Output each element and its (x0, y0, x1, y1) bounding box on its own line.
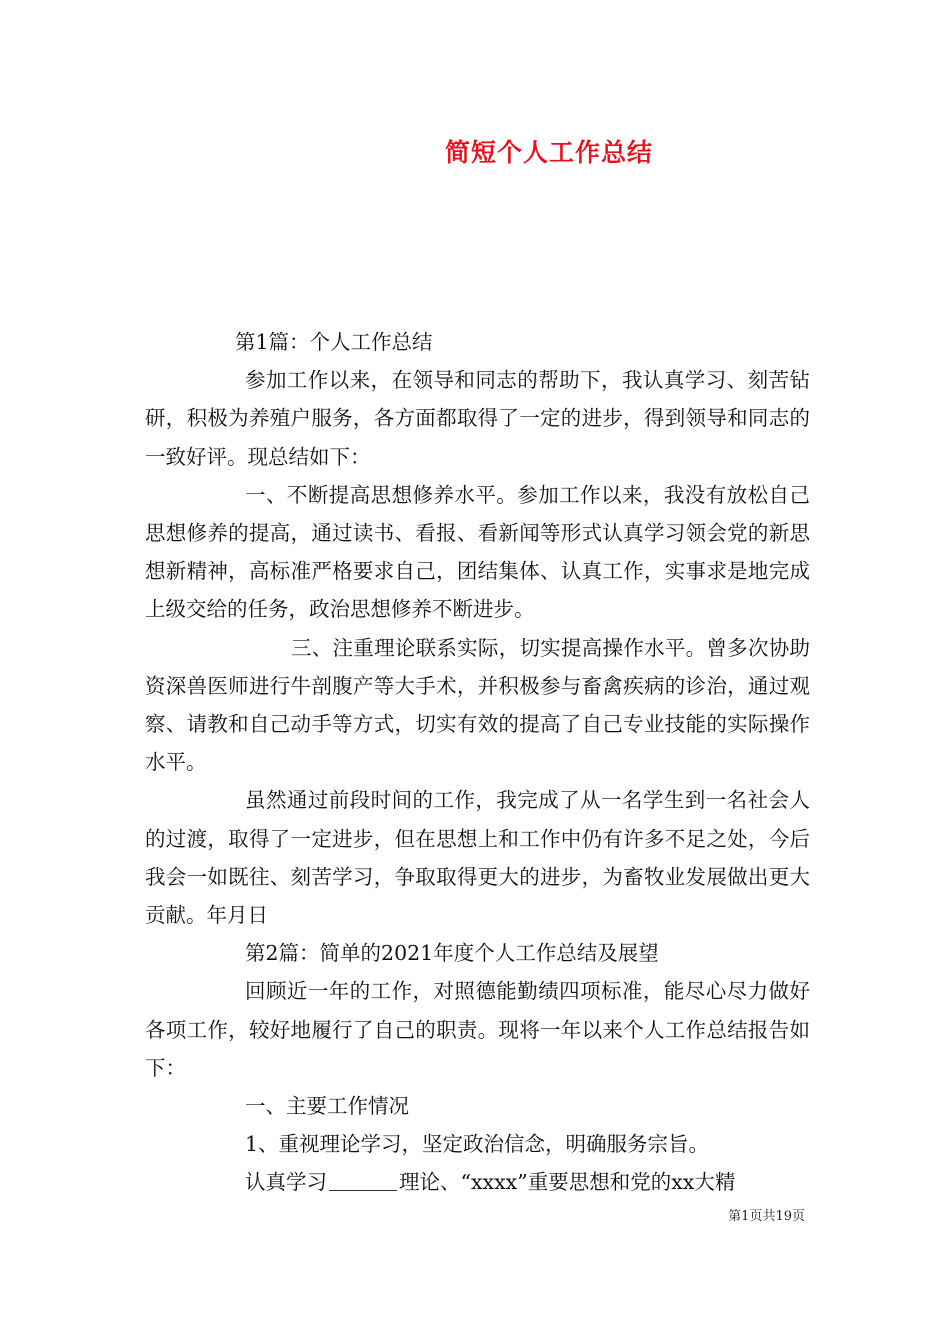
section-heading-2: 第2篇：简单的2021年度个人工作总结及展望 (245, 941, 659, 966)
subheading-main-work: 一、主要工作情况 (245, 1094, 409, 1119)
study-text-after: 理论、“xxxx”重要思想和党的xx大精 (399, 1170, 736, 1195)
page-number: 第1页共19页 (728, 1209, 805, 1224)
section-heading-1: 第1篇：个人工作总结 (235, 330, 433, 354)
paragraph-review: 回顾近一年的工作，对照德能勤绩四项标准，能尽心尽力做好各项工作，较好地履行了自己的职责。现将一年以来个人工作总结报告如下： (145, 979, 810, 1080)
paragraph-study-detail (145, 1163, 810, 1201)
document-body (145, 323, 810, 1202)
paragraph-intro: 参加工作以来，在领导和同志的帮助下，我认真学习、刻苦钻研，积极为养殖户服务，各方面都取得了一定的进步，得到领导和同志的一致好评。现总结如下： (145, 368, 810, 469)
fill-in-blank (329, 1170, 397, 1191)
paragraph-point-3: 三、注重理论联系实际，切实提高操作水平。曾多次协助资深兽医师进行牛剖腹产等大手术，并积极参与畜禽疾病的诊治，通过观察、请教和自己动手等方式，切实有效的提高了自己专业技能的实际操作水平。 (145, 635, 810, 775)
study-text-before: 认真学习 (245, 1170, 327, 1195)
paragraph-conclusion: 虽然通过前段时间的工作，我完成了从一名学生到一名社会人的过渡，取得了一定进步，但在思想上和工作中仍有许多不足之处，今后我会一如既往、刻苦学习，争取取得更大的进步，为畜牧业发展做出更大贡献。年月日 (145, 788, 810, 928)
document-title: 简短个人工作总结 (444, 138, 653, 167)
paragraph-point-1: 一、不断提高思想修养水平。参加工作以来，我没有放松自己思想修养的提高，通过读书、看报、看新闻等形式认真学习领会党的新思想新精神，高标准严格要求自己，团结集体、认真工作，实事求是地完成上级交给的任务，政治思想修养不断进步。 (145, 482, 810, 622)
list-item-theory-study: 1、重视理论学习，坚定政治信念，明确服务宗旨。 (245, 1132, 710, 1157)
